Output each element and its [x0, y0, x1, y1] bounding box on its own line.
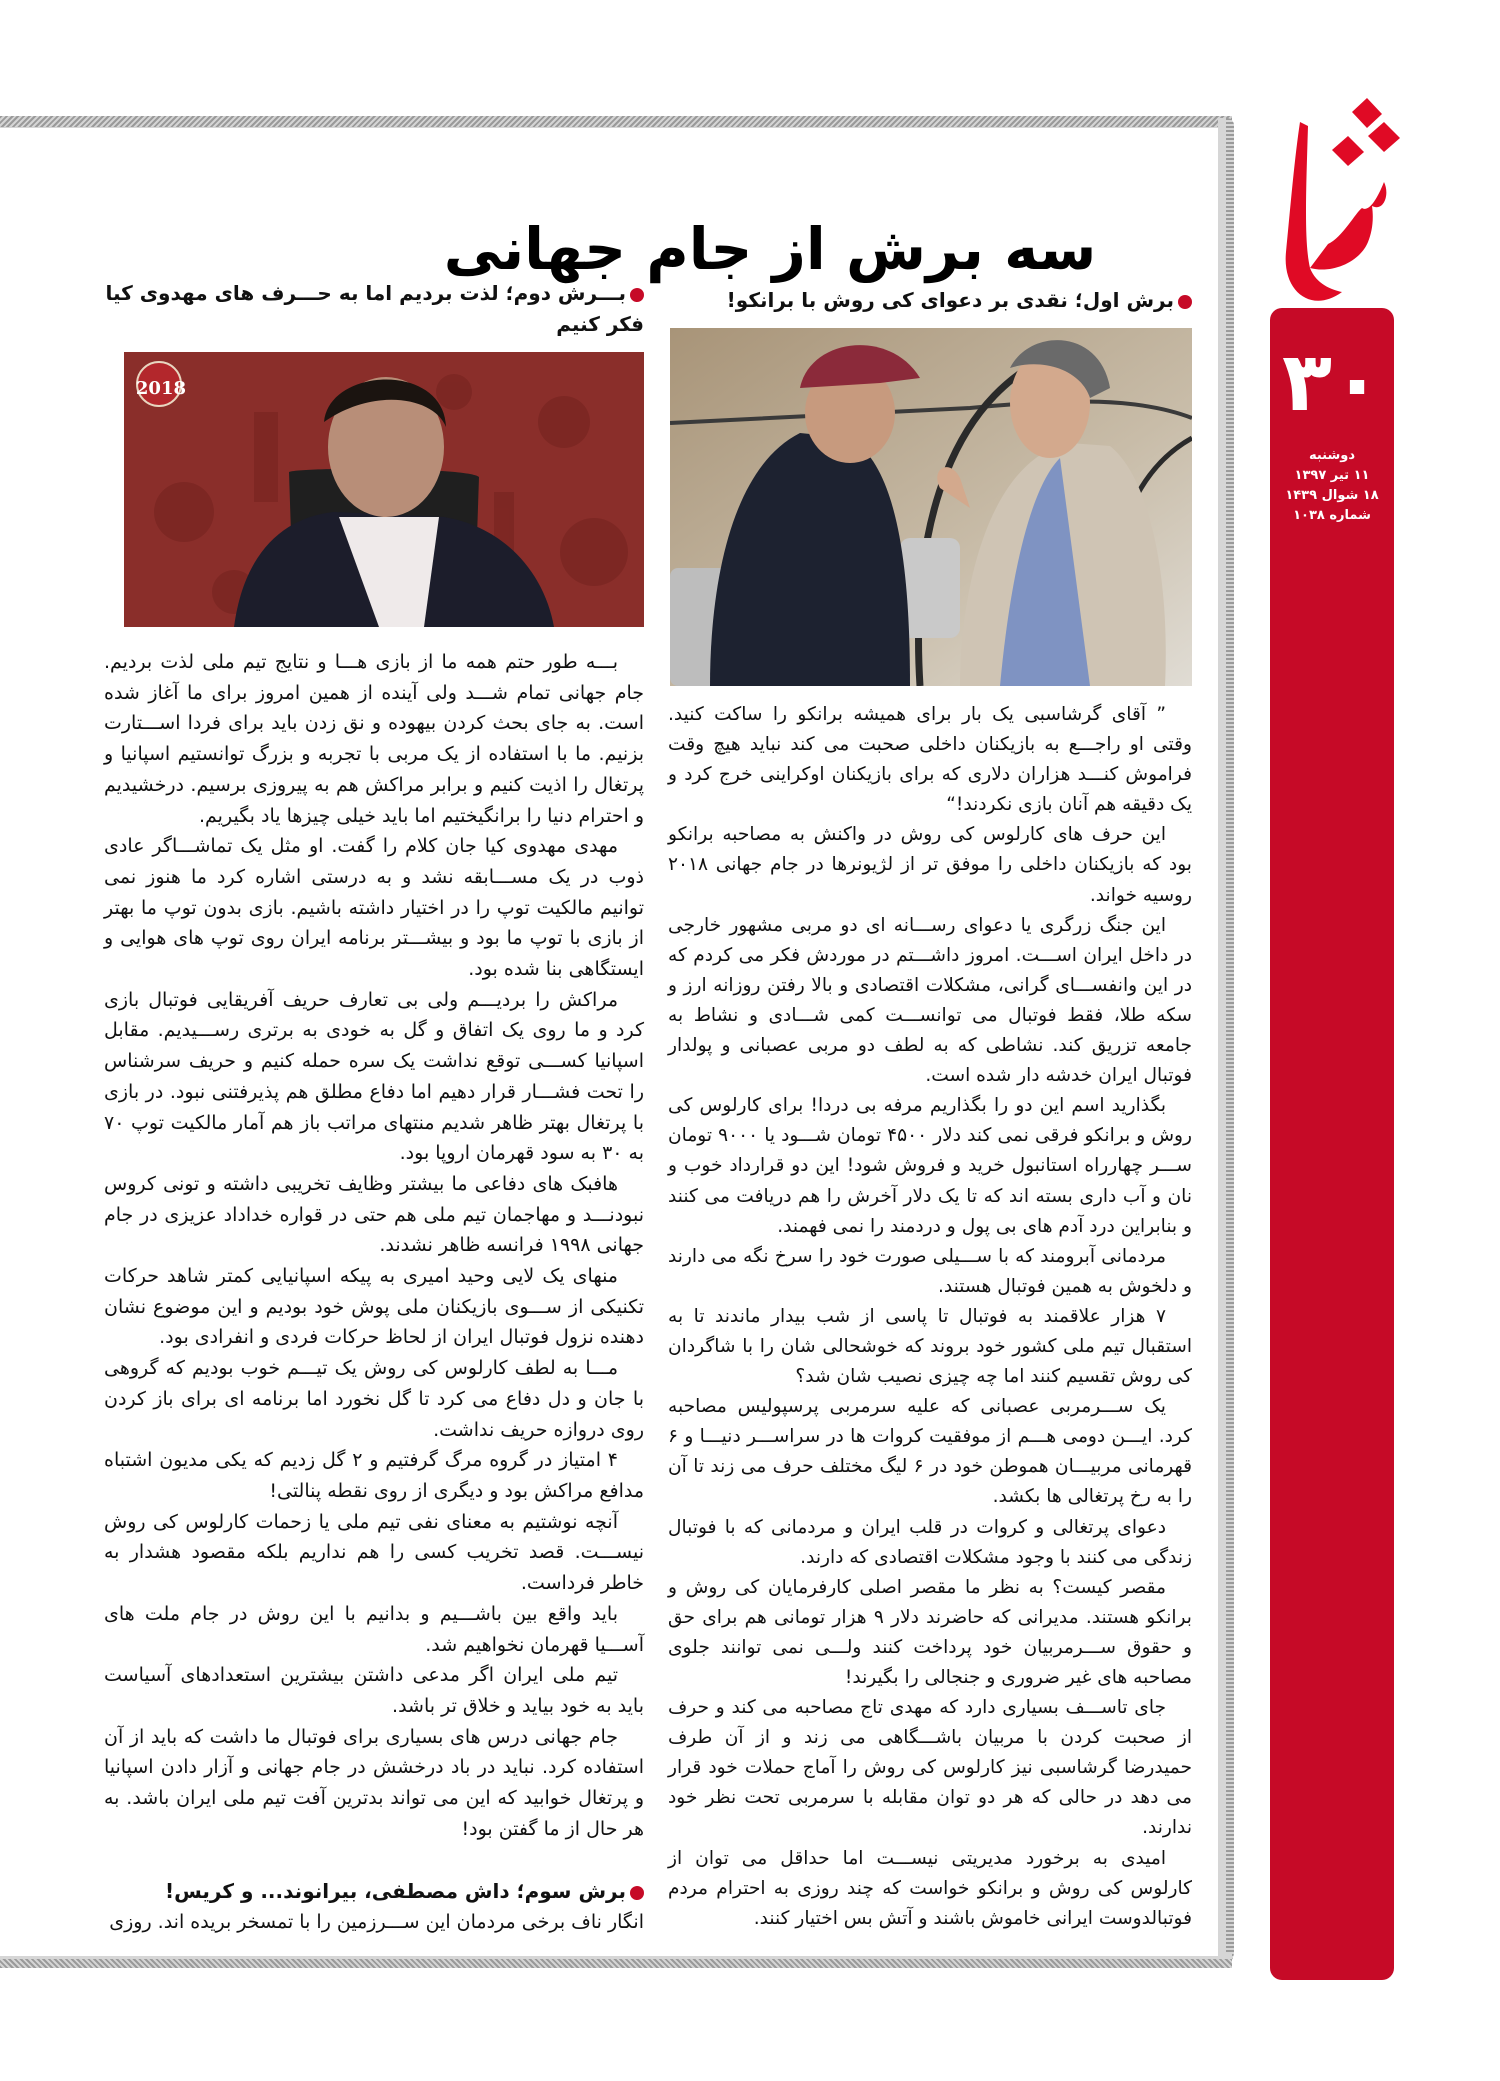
paragraph: مراکش را بردیـــم ولی بی تعارف حریف آفریقایی فوتبال بازی کرد و ما روی یک اتفاق و گل به خودی به برتری رســـیدیم. مقابل اسپانیا کســـی توقع نداشت یک سره حمله کنیم و حریف سرشناس را تحت فشـــار قرار دهیم اما دفاع مطلق هم پذیرفتنی نبود. در بازی با پرتغال بهتر ظاهر شدیم منتهای مراتب باز هم آمار مالکیت توپ ۷۰ به ۳۰ به سود قهرمان اروپا بود. — [104, 988, 644, 1165]
photo-overlay-year: 2018 — [135, 378, 186, 399]
date-lunar: ۱۸ شوال ۱۴۳۹ — [1285, 488, 1379, 503]
paragraph: جای تاســـف بسیاری دارد که مهدی تاج مصاحبه می کند و حرف از صحبت کردن با مربیان باشـــگاهی می زند و از آن طرف حمیدرضا گرشاسبی نیز کارلوس کی روش را آماج حملات خود قرار می دهد در حالی که هر دو توان مقابله با سرمربی تحت نظر خود ندارند. — [668, 1697, 1192, 1839]
paragraph: هافبک های دفاعی ما بیشتر وظایف تخریبی داشته و تونی کروس نبودنـــد و مهاجمان تیم ملی هم حتی در قواره خداداد عزیزی در جام جهانی ۱۹۹۸ فرانسه ظاهر نشدند. — [104, 1172, 644, 1257]
paragraph: این جنگ زرگری یا دعوای رســـانه ای دو مربی مشهور خارجی در داخل ایران اســـت. امروز داشـــتم در موردش فکر می کردم که در این وانفســـای گرانی، مشکلات اقتصادی و بالا رفتن روزانه ارز و سکه طلا، فقط فوتبال می توانســـت کمی شـــادی و نشاط به جامعه تزریق کند. نشاطی که به لطف دو مربی عصبانی و پولدار فوتبال ایران خدشه دار شده است. — [668, 914, 1192, 1087]
magazine-logo — [1272, 92, 1402, 312]
torn-paper-top-edge — [0, 116, 1232, 128]
paragraph: بگذارید اسم این دو را بگذاریم مرفه بی دردا! برای کارلوس کی روش و برانکو فرقی نمی کند دلار ۴۵۰۰ تومان شـــود یا ۹۰۰۰ تومان ســـر چهارراه استانبول خرید و فروش شود! این دو قرارداد خوب و نان و آب داری بسته اند که تا یک دلار آخرش را هم دریافت می کنند و بنابراین درد آدم های بی پول و دردمند را نمی فهمند. — [668, 1095, 1193, 1237]
paragraph: امیدی به برخورد مدیریتی نیســـت اما حداقل می توان از کارلوس کی روش و برانکو خواست که چند روزی به احترام مردم فوتبالدوست ایرانی خاموش باشند و آتش بس اختیار کنند. — [668, 1847, 1192, 1929]
paragraph: تیم ملی ایران اگر مدعی داشتن بیشترین استعدادهای آسیاست باید به خود بیاید و خلاق تر باشد. — [104, 1664, 644, 1717]
section-1 — [668, 285, 1192, 1934]
two-coaches-photo — [670, 328, 1192, 686]
torn-paper-bottom-edge — [0, 1956, 1232, 1968]
page-tab — [1270, 308, 1394, 1980]
paragraph: ۴ امتیاز در گروه مرگ گرفتیم و ۲ گل زدیم که یکی مدیون اشتباه مدافع مراکش بود و دیگری از روی نقطه پنالتی! — [104, 1449, 644, 1502]
section-3-heading: برش سوم؛ داش مصطفی، بیرانوند... و کریس! — [104, 1876, 644, 1907]
section-1-heading: برش اول؛ نقدی بر دعوای کی روش با برانکو! — [668, 285, 1192, 316]
bullet-icon — [630, 288, 644, 302]
paragraph: آنچه نوشتیم به معنای نفی تیم ملی یا زحمات کارلوس کی روش نیســـت. قصد تخریب کسی را هم نداریم بلکه مقصود هشدار به خاطر فرداست. — [104, 1510, 644, 1595]
paragraph: یک ســـرمربی عصبانی که علیه سرمربی پرسپولیس مصاحبه کرد. ایـــن دومی هـــم از موفقیت کروات ها در سراســـر دنیـــا و ۶ قهرمانی مربیـــان هموطن خود در ۶ لیگ مختلف حرف می زند تا آن را به رخ پرتغالی ها بکشد. — [668, 1396, 1192, 1508]
article-title: سه برش از جام جهانی — [443, 214, 1097, 283]
weekday: دوشنبه — [1308, 448, 1356, 463]
bullet-icon — [630, 1886, 644, 1900]
bullet-icon — [1178, 295, 1192, 309]
paragraph: ۷ هزار علاقمند به فوتبال تا پاسی از شب بیدار ماندند تا به استقبال تیم ملی کشور خود بروند که خوشحالی شان را با شاگردان کی روش تقسیم کنند اما چه چیزی نصیب شان شد؟ — [668, 1305, 1192, 1388]
paragraph: جام جهانی درس های بسیاری برای فوتبال ما داشت که باید از آن استفاده کرد. نباید در باد درخشش در جام جهانی و آزار دادن اسپانیا و پرتغال خوابید که این می تواند بدترین آفت تیم ملی ایران باشد. به هر حال از ما گفتن بود! — [104, 1725, 644, 1840]
paragraph: دعوای پرتغالی و کروات در قلب ایران و مردمانی که با فوتبال زندگی می کنند با وجود مشکلات اقتصادی که دارند. — [668, 1516, 1192, 1568]
paragraph: این حرف های کارلوس کی روش در واکنش به مصاحبه برانکو بود که بازیکنان داخلی را موفق تر از لژیونرها در جام جهانی ۲۰۱۸ روسیه خواند. — [668, 824, 1192, 906]
section-2 — [104, 278, 644, 1938]
torn-paper-right-edge — [1218, 118, 1234, 1968]
issue-number: شماره ۱۰۳۸ — [1293, 508, 1371, 523]
date-solar: ۱۱ تیر ۱۳۹۷ — [1294, 468, 1370, 483]
paragraph: بـــه طور حتم همه ما از بازی هـــا و نتایج تیم ملی لذت بردیم. جام جهانی تمام شـــد ولی آینده از همین امروز برای ما آغاز شده است. به جای بحث کردن بیهوده و نق زدن باید برای فردا اســـتارت بزنیم. ما با استفاده از یک مربی با تجربه و بزرگ توانستیم اسپانیا و پرتغال را اذیت کنیم و برابر مراکش هم به پیروزی برسیم. درخشیدیم و احترام دنیا را برانگیختیم اما باید خیلی چیزها یاد بگیریم. — [104, 651, 644, 827]
paragraph: مـــا به لطف کارلوس کی روش یک تیـــم خوب بودیم که گروهی با جان و دل دفاع می کرد تا گل نخورد اما برنامه ای برای باز کردن روی دروازه حریف نداشت. — [104, 1357, 644, 1441]
section-3 — [104, 1876, 644, 1938]
paragraph: منهای یک لایی وحید امیری به پیکه اسپانیایی کمتر شاهد حرکات تکنیکی از ســـوی بازیکنان ملی پوش خود بودیم و این موضوع نشان دهنده نزول فوتبال ایران از لحاظ حرکات فردی و انفرادی بود. — [104, 1265, 644, 1349]
paragraph: مقصر کیست؟ به نظر ما مقصر اصلی کارفرمایان کی روش و برانکو هستند. مدیرانی که حاضرند دلار ۹ هزار تومانی هم برای حق و حقوق ســـرمربیان خود پرداخت کنند ولـــی نمی توانند جلوی مصاحبه های غیر ضروری و جنجالی را بگیرند! — [668, 1576, 1192, 1688]
paragraph: ” آقای گرشاسبی یک بار برای همیشه برانکو را ساکت کنید. وقتی او راجـــع به بازیکنان داخلی صحبت می کند نباید هیچ وقت فراموش کنـــد هزاران دلاری که برای بازیکنان اوکراینی خرج کرد و یک دقیقه هم آنان بازی نکردند!“ — [668, 704, 1192, 816]
paragraph: انگار ناف برخی مردمان این ســـرزمین را با تمسخر بریده اند. روزی — [109, 1911, 644, 1934]
paragraph: مهدی مهدوی کیا جان کلام را گفت. او مثل یک تماشـــاگر عادی ذوب در یک مســـابقه نشد و به درستی اشاره کرد ما هنوز نمی توانیم مالکیت توپ را در اختیار داشته باشیم. بازی بدون توپ ما بهتر از بازی با توپ ما بود و بیشـــتر برنامه ایران روی توپ های هوایی و ایستگاهی بنا شده بود. — [104, 835, 644, 981]
section-2-heading: بـــرش دوم؛ لذت بردیم اما به حـــرف های مهدوی کیا فکر کنیم — [105, 281, 644, 336]
paragraph: باید واقع بین باشـــیم و بدانیم با این روش در جام ملت های آســـیا قهرمان نخواهیم شد. — [104, 1602, 644, 1656]
page-number: ۳۰ — [1281, 335, 1383, 430]
paragraph: مردمانی آبرومند که با ســـیلی صورت خود را سرخ نگه می دارند و دلخوش به همین فوتبال هستند. — [668, 1245, 1192, 1297]
studio-guest-photo — [124, 352, 644, 627]
